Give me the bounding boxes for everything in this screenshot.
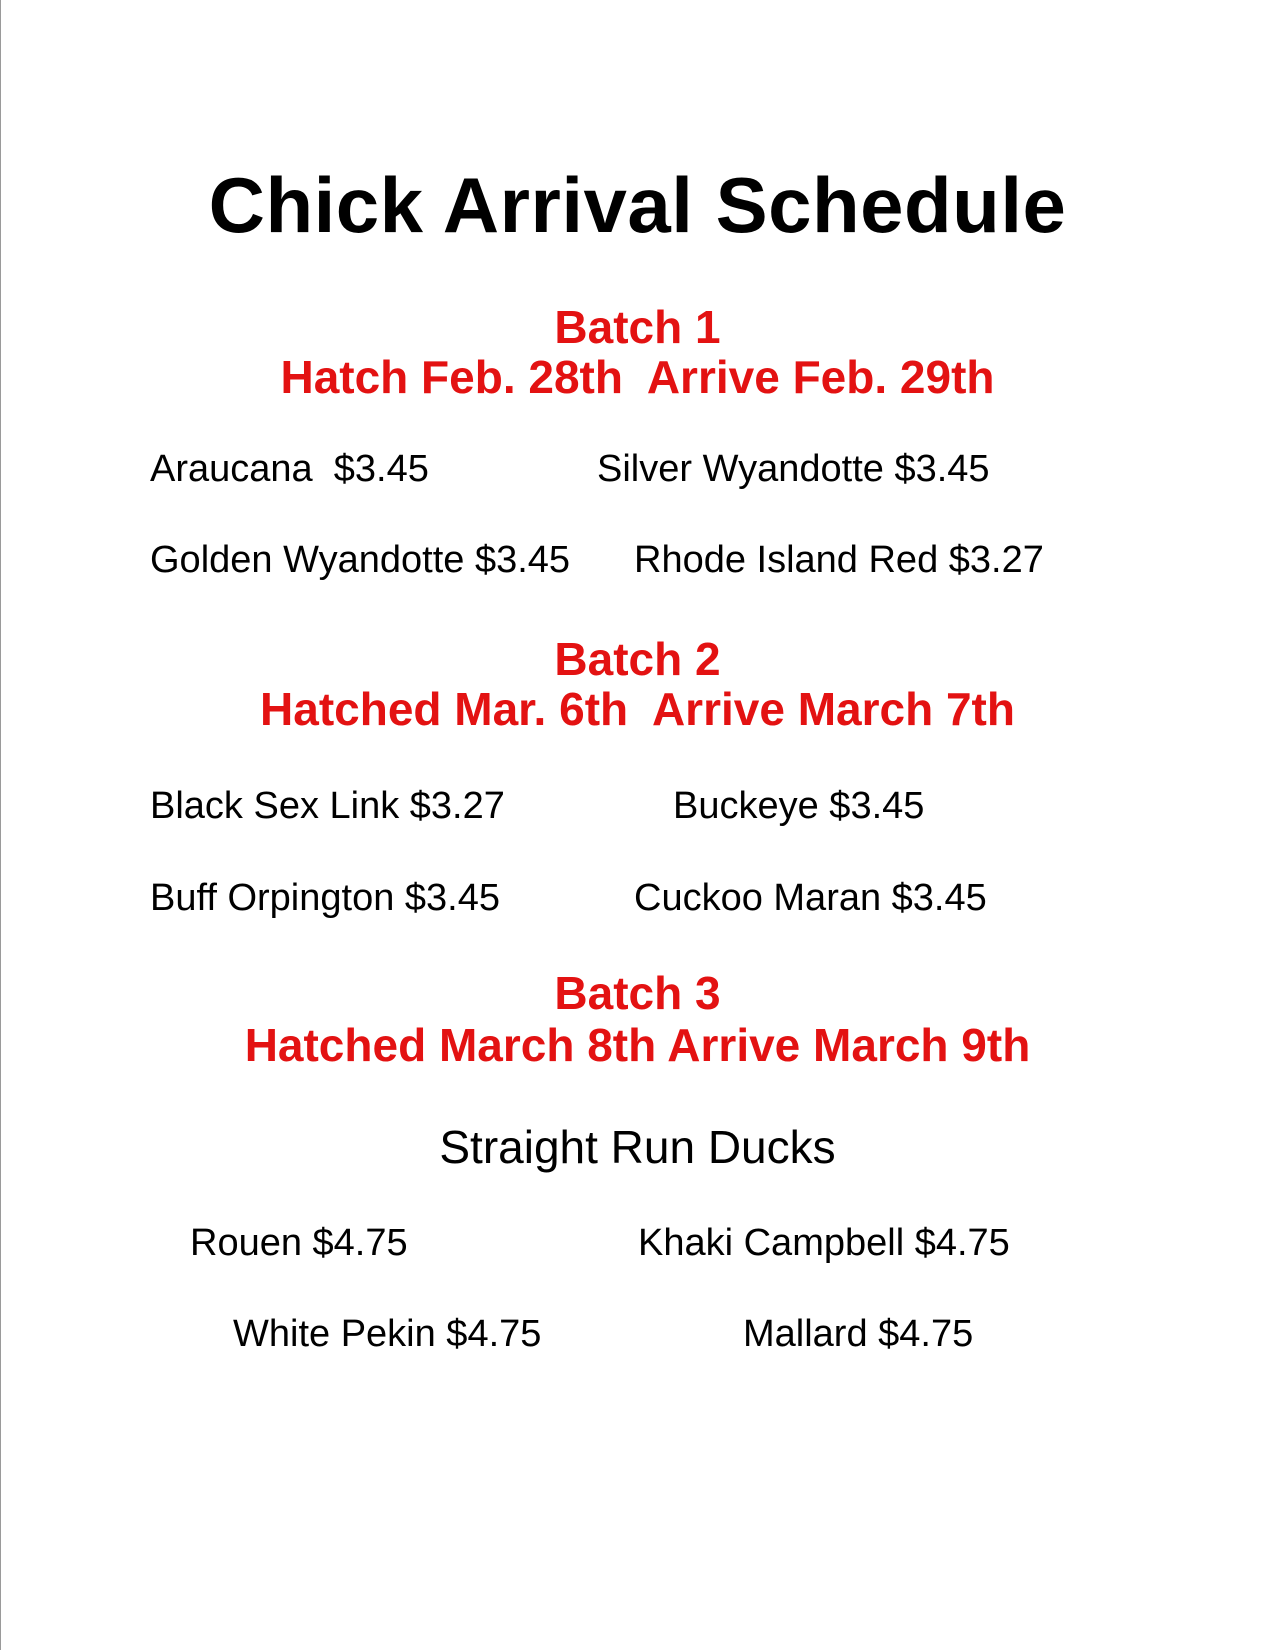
batch-3-item-white-pekin: White Pekin $4.75 [233,1313,542,1355]
batch-3-heading: Batch 3 [554,967,721,1019]
batch-2-item-buff-orpington: Buff Orpington $3.45 [150,877,500,919]
ducks-subheading: Straight Run Ducks [439,1121,836,1173]
batch-1-dates: Hatch Feb. 28th Arrive Feb. 29th [280,351,995,403]
batch-1-heading: Batch 1 [554,301,721,353]
batch-3-item-mallard: Mallard $4.75 [743,1313,974,1355]
page-title: Chick Arrival Schedule [208,161,1067,249]
batch-3-dates: Hatched March 8th Arrive March 9th [244,1019,1031,1071]
batch-1-item-silver-wyandotte: Silver Wyandotte $3.45 [597,448,990,490]
batch-1-item-golden-wyandotte: Golden Wyandotte $3.45 [150,539,571,581]
batch-2-item-cuckoo-maran: Cuckoo Maran $3.45 [634,877,987,919]
batch-2-item-black-sex-link: Black Sex Link $3.27 [150,785,505,827]
batch-2-item-buckeye: Buckeye $3.45 [673,785,925,827]
batch-1-item-rhode-island-red: Rhode Island Red $3.27 [634,539,1044,581]
batch-3-item-rouen: Rouen $4.75 [190,1222,408,1264]
batch-3-item-khaki-campbell: Khaki Campbell $4.75 [638,1222,1010,1264]
batch-2-dates: Hatched Mar. 6th Arrive March 7th [260,683,1015,735]
batch-1-item-araucana: Araucana $3.45 [150,448,429,490]
batch-2-heading: Batch 2 [554,633,721,685]
